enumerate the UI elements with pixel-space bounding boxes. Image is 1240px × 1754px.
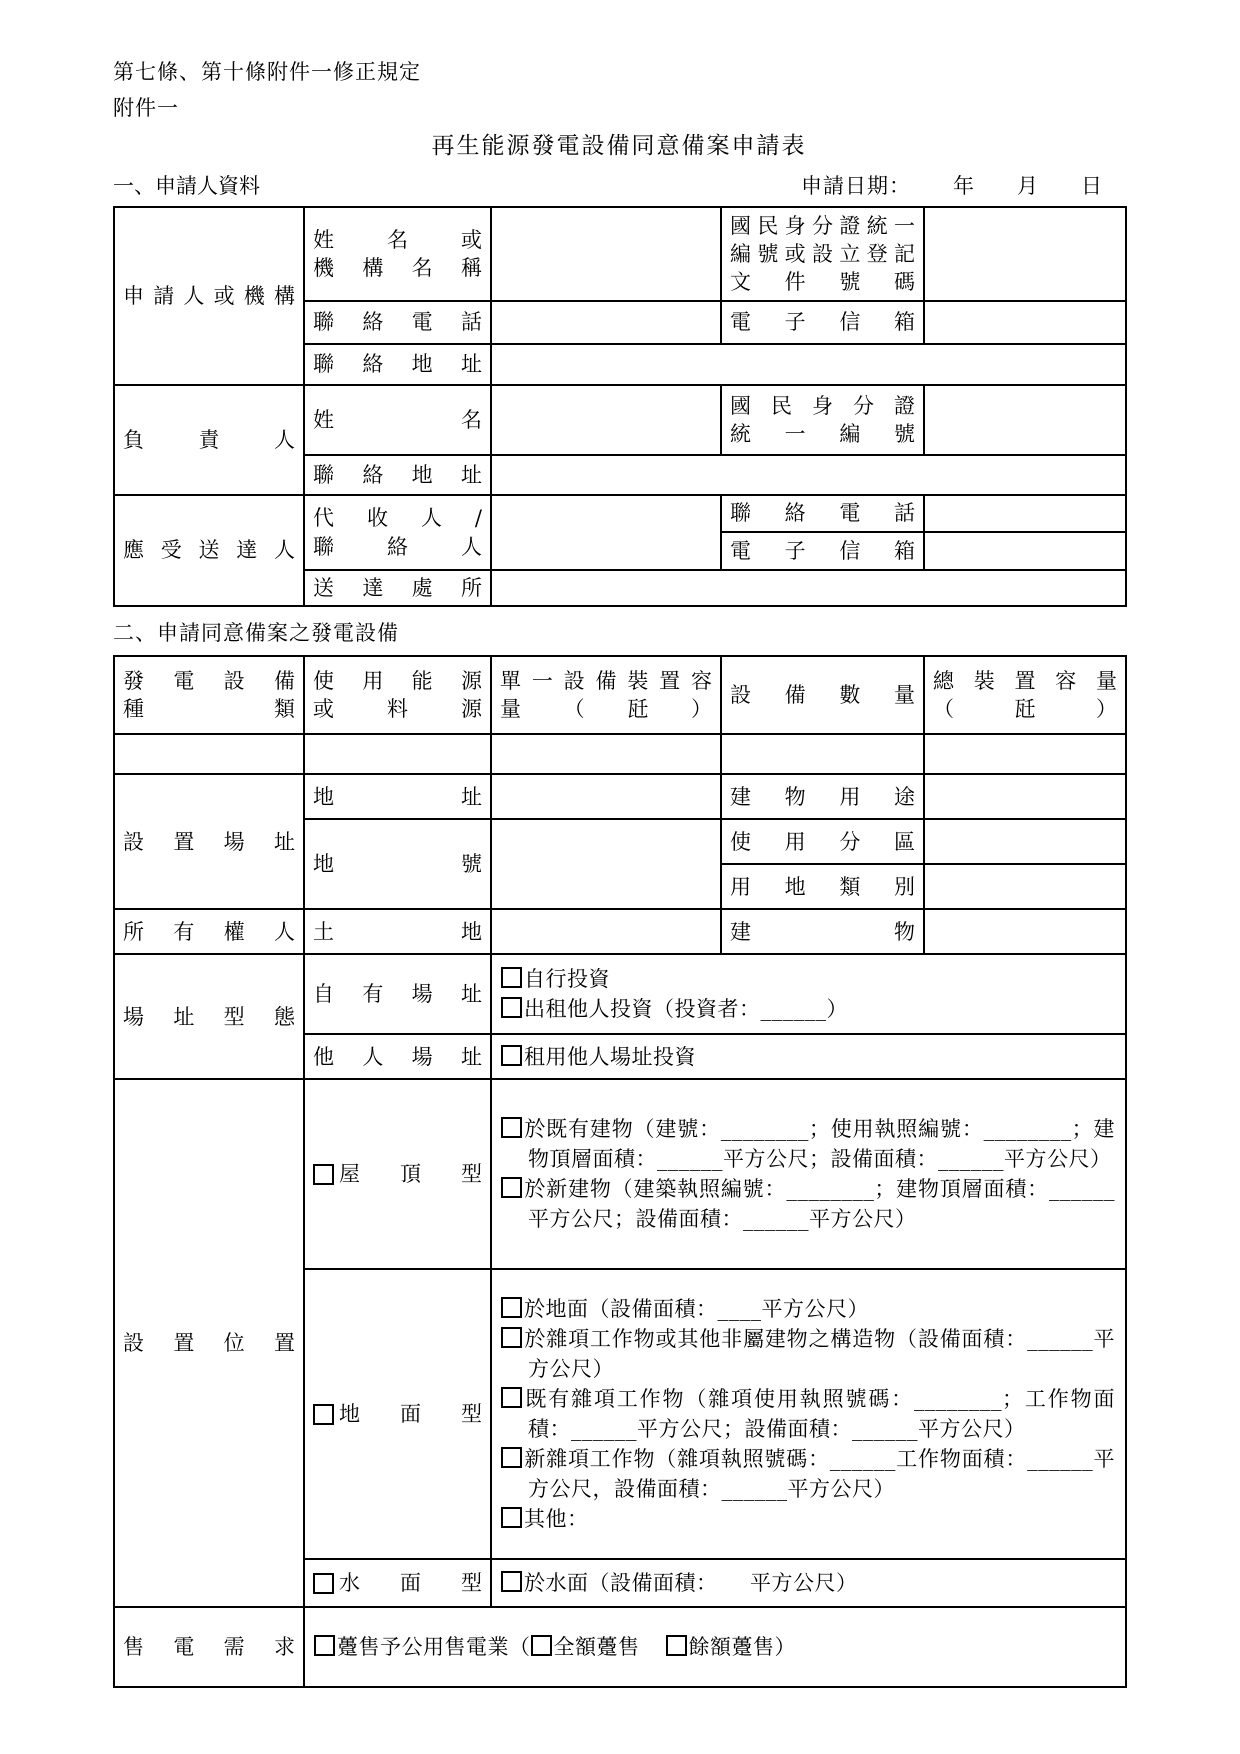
amendment-heading: 第七條、第十條附件一修正規定: [113, 60, 421, 84]
principal-name-label: 姓名: [313, 407, 482, 432]
principal-group-cell: [114, 385, 304, 495]
applicant-info-table: [113, 206, 1127, 607]
own-invest-checkbox[interactable]: [501, 967, 522, 988]
ground-type-checkbox[interactable]: [313, 1404, 334, 1425]
principal-id-label-line2: 統一編號: [730, 422, 915, 447]
roof-options-cell: [491, 1079, 1126, 1269]
equipment-table: [113, 655, 1127, 1688]
principal-id-label-line1: 國民身分證: [730, 393, 915, 418]
remainder-wholesale-label: 餘額躉售: [688, 1635, 775, 1660]
rent-other-site-checkbox[interactable]: [501, 1045, 522, 1066]
rent-other-site-option-label: 租用他人場址投資: [524, 1044, 696, 1069]
site-land-category-input[interactable]: [924, 864, 1126, 909]
service-phone-input[interactable]: [924, 495, 1126, 532]
equip-total-capacity-header-line1: 總裝置容量: [933, 669, 1117, 694]
site-building-use-label-cell: [721, 774, 924, 819]
applicant-address-label-cell: [304, 344, 491, 385]
new-building-option-label: 於新建物（建築執照編號：________；建物頂層面積：______平方公尺；設備面積：______平方公尺）: [524, 1177, 1115, 1232]
equip-energy-header-cell: [304, 656, 491, 734]
own-invest-option-label: 自行投資: [524, 967, 610, 992]
water-type-label: 水面型: [339, 1571, 482, 1596]
date-year-label: 年: [953, 173, 975, 198]
wholesale-close-paren: ）: [774, 1635, 796, 1660]
site-lot-label-cell: [304, 819, 491, 909]
equip-type-header-cell: [114, 656, 304, 734]
equip-energy-input[interactable]: [304, 734, 491, 774]
service-place-label: 送達處所: [313, 575, 482, 600]
equip-quantity-input[interactable]: [721, 734, 924, 774]
service-agent-label-line1: 代收人/: [313, 506, 482, 531]
owner-building-label-cell: [721, 909, 924, 954]
owner-group-label: 所有權人: [123, 919, 295, 944]
principal-id-input[interactable]: [924, 385, 1126, 455]
section2-title: 二、申請同意備案之發電設備: [113, 621, 399, 646]
site-address-label: 地址: [313, 784, 482, 809]
existing-misc-work-option: [501, 1384, 1115, 1444]
service-agent-input[interactable]: [491, 495, 721, 570]
site-address-input[interactable]: [491, 774, 721, 819]
own-site-label: 自有場址: [313, 982, 482, 1007]
new-misc-work-checkbox[interactable]: [501, 1447, 522, 1468]
date-month-label: 月: [1017, 173, 1039, 198]
applicant-id-input[interactable]: [924, 207, 1126, 301]
rent-other-site-option: [501, 1042, 1115, 1072]
applicant-id-label-line3: 文件號碼: [730, 270, 915, 295]
on-water-checkbox[interactable]: [501, 1571, 522, 1592]
other-location-option-label: 其他：: [524, 1507, 589, 1532]
water-options-cell: [491, 1559, 1126, 1607]
principal-name-label-cell: [304, 385, 491, 455]
site-land-category-label-cell: [721, 864, 924, 909]
application-date-line: [801, 172, 1125, 200]
other-site-options-cell: [491, 1034, 1126, 1079]
owner-group-cell: [114, 909, 304, 954]
misc-structure-checkbox[interactable]: [501, 1327, 522, 1348]
lease-out-option-label: 出租他人投資（投資者：______）: [524, 997, 848, 1022]
applicant-address-label: 聯絡地址: [313, 352, 482, 377]
wholesale-checkbox[interactable]: [314, 1635, 335, 1656]
roof-type-label: 屋頂型: [339, 1162, 482, 1187]
service-place-label-cell: [304, 570, 491, 606]
existing-misc-work-option-label: 既有雜項工作物（雜項使用執照號碼：________；工作物面積：______平方公尺；設備面積：______平方公尺）: [524, 1387, 1115, 1442]
site-building-use-input[interactable]: [924, 774, 1126, 819]
service-place-input[interactable]: [491, 570, 1126, 606]
site-group-cell: [114, 774, 304, 909]
location-group-cell: [114, 1079, 304, 1607]
equip-type-input[interactable]: [114, 734, 304, 774]
own-site-label-cell: [304, 954, 491, 1034]
principal-id-label-cell: [721, 385, 924, 455]
wholesale-option: [314, 1632, 1115, 1662]
on-water-option: [501, 1568, 1115, 1598]
service-agent-label-cell: [304, 495, 491, 570]
service-group-cell: [114, 495, 304, 606]
equip-quantity-header-label: 設備數量: [730, 683, 915, 708]
applicant-id-label-line2: 編號或設立登記: [730, 241, 915, 266]
other-site-label-cell: [304, 1034, 491, 1079]
applicant-phone-label-cell: [304, 301, 491, 344]
applicant-name-input[interactable]: [491, 207, 721, 301]
wholesale-option-label: 躉售予公用售電業（: [337, 1635, 531, 1660]
site-building-use-label: 建物用途: [730, 784, 915, 809]
existing-building-checkbox[interactable]: [501, 1117, 522, 1138]
roof-type-label-cell: [304, 1079, 491, 1269]
equip-energy-header-line1: 使用能源: [313, 669, 482, 694]
service-phone-label: 聯絡電話: [730, 501, 915, 526]
equip-total-capacity-header-cell: [924, 656, 1126, 734]
date-day-label: 日: [1081, 173, 1103, 198]
service-email-label-cell: [721, 532, 924, 570]
applicant-name-label-line2: 機構名稱: [313, 256, 482, 281]
new-building-checkbox[interactable]: [501, 1177, 522, 1198]
date-label: 申請日期：: [801, 173, 911, 198]
on-water-option-label: 於水面（設備面積： 平方公尺）: [524, 1571, 858, 1596]
service-phone-label-cell: [721, 495, 924, 532]
principal-name-input[interactable]: [491, 385, 721, 455]
own-invest-option: [501, 964, 1115, 994]
applicant-address-input[interactable]: [491, 344, 1126, 385]
service-email-label: 電子信箱: [730, 538, 915, 563]
equip-quantity-header-cell: [721, 656, 924, 734]
site-zoning-input[interactable]: [924, 819, 1126, 864]
owner-land-input[interactable]: [491, 909, 721, 954]
ground-type-label: 地面型: [339, 1402, 482, 1427]
existing-misc-work-checkbox[interactable]: [501, 1387, 522, 1408]
equip-unit-capacity-header-line1: 單一設備裝置容: [500, 669, 712, 694]
equip-unit-capacity-input[interactable]: [491, 734, 721, 774]
misc-structure-option-label: 於雜項工作物或其他非屬建物之構造物（設備面積：______平方公尺）: [524, 1327, 1115, 1382]
new-misc-work-option-label: 新雜項工作物（雜項執照號碼：______工作物面積：______平方公尺，設備面積：______平方公尺）: [524, 1447, 1115, 1502]
other-site-label: 他人場址: [313, 1044, 482, 1069]
site-zoning-label: 使用分區: [730, 829, 915, 854]
applicant-id-label-line1: 國民身分證統一: [730, 213, 915, 238]
attachment-heading: 附件一: [113, 96, 179, 121]
applicant-name-label-cell: [304, 207, 491, 301]
location-group-label: 設置位置: [123, 1331, 295, 1356]
misc-structure-option: [501, 1324, 1115, 1384]
principal-address-label: 聯絡地址: [313, 462, 482, 487]
owner-building-label: 建物: [730, 919, 915, 944]
applicant-email-label: 電子信箱: [730, 310, 915, 335]
ground-options-cell: [491, 1269, 1126, 1559]
water-type-label-cell: [304, 1559, 491, 1607]
page-title: 再生能源發電設備同意備案申請表: [431, 132, 807, 159]
equip-total-capacity-input[interactable]: [924, 734, 1126, 774]
lease-out-checkbox[interactable]: [501, 997, 522, 1018]
site-lot-input[interactable]: [491, 819, 721, 909]
on-ground-option-label: 於地面（設備面積：____平方公尺）: [524, 1297, 869, 1322]
applicant-phone-input[interactable]: [491, 301, 721, 344]
equip-total-capacity-header-line2: （瓩）: [933, 697, 1117, 722]
other-location-checkbox[interactable]: [501, 1507, 522, 1528]
principal-address-input[interactable]: [491, 455, 1126, 495]
site-address-label-cell: [304, 774, 491, 819]
sale-group-label: 售電需求: [123, 1635, 295, 1660]
applicant-id-label-cell: [721, 207, 924, 301]
equip-type-header-line2: 種類: [123, 697, 295, 722]
full-wholesale-label: 全額躉售: [553, 1635, 640, 1660]
equip-unit-capacity-header-line2: 量（瓩）: [500, 697, 712, 722]
sale-group-cell: [114, 1607, 304, 1687]
applicant-group-label: 申請人或機構: [123, 283, 295, 308]
site-zoning-label-cell: [721, 819, 924, 864]
applicant-email-input[interactable]: [924, 301, 1126, 344]
on-ground-checkbox[interactable]: [501, 1297, 522, 1318]
applicant-phone-label: 聯絡電話: [313, 310, 482, 335]
principal-address-label-cell: [304, 455, 491, 495]
sale-options-cell: [304, 1607, 1126, 1687]
site-type-group-cell: [114, 954, 304, 1079]
owner-building-input[interactable]: [924, 909, 1126, 954]
service-email-input[interactable]: [924, 532, 1126, 570]
remainder-wholesale-checkbox[interactable]: [666, 1635, 687, 1656]
lease-out-option: [501, 994, 1115, 1024]
applicant-email-label-cell: [721, 301, 924, 344]
roof-type-checkbox[interactable]: [313, 1164, 334, 1185]
other-location-option: [501, 1504, 1115, 1534]
existing-building-option-label: 於既有建物（建號：________；使用執照編號：________；建物頂層面積：______平方公尺；設備面積：______平方公尺）: [524, 1117, 1115, 1172]
new-building-option: [501, 1174, 1115, 1234]
equip-energy-header-line2: 或料源: [313, 697, 482, 722]
equip-unit-capacity-header-cell: [491, 656, 721, 734]
on-ground-option: [501, 1294, 1115, 1324]
applicant-name-label-line1: 姓名或: [313, 227, 482, 252]
applicant-group-cell: [114, 207, 304, 385]
site-lot-label: 地號: [313, 852, 482, 877]
owner-land-label-cell: [304, 909, 491, 954]
equip-type-header-line1: 發電設備: [123, 669, 295, 694]
service-group-label: 應受送達人: [123, 538, 295, 563]
water-type-checkbox[interactable]: [313, 1573, 334, 1594]
full-wholesale-checkbox[interactable]: [531, 1635, 552, 1656]
section1-title: 一、申請人資料: [113, 173, 260, 198]
ground-type-label-cell: [304, 1269, 491, 1559]
principal-group-label: 負責人: [123, 427, 295, 452]
site-land-category-label: 用地類別: [730, 874, 915, 899]
site-type-group-label: 場址型態: [123, 1004, 295, 1029]
new-misc-work-option: [501, 1444, 1115, 1504]
owner-land-label: 土地: [313, 919, 482, 944]
existing-building-option: [501, 1114, 1115, 1174]
site-group-label: 設置場址: [123, 829, 295, 854]
own-site-options-cell: [491, 954, 1126, 1034]
service-agent-label-line2: 聯絡人: [313, 534, 482, 559]
